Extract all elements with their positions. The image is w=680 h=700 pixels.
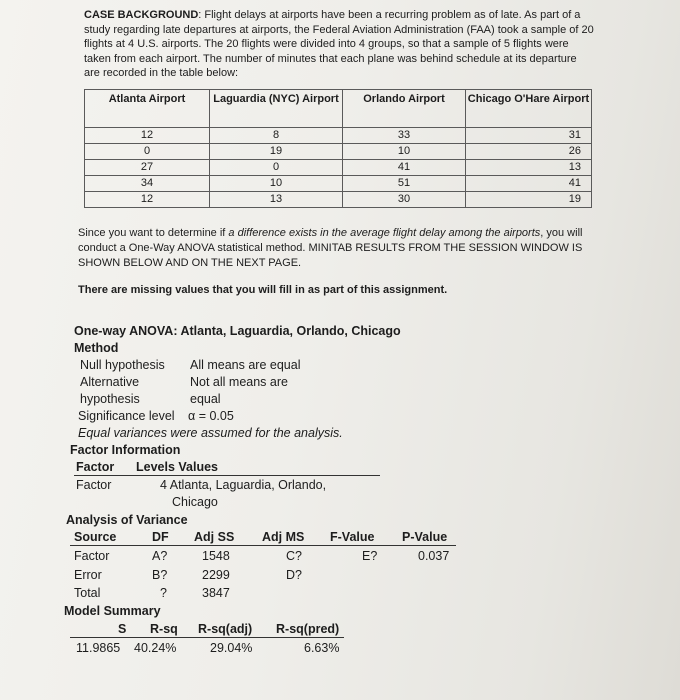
table-cell: 19 <box>466 192 592 208</box>
col-chicago: Chicago O'Hare Airport <box>466 90 592 128</box>
table-row <box>85 192 592 208</box>
table-cell: 0 <box>210 160 343 176</box>
col-atlanta: Atlanta Airport <box>85 90 210 128</box>
table-cell: 13 <box>466 160 592 176</box>
aov-error-df: B? <box>152 568 168 582</box>
significance-label: Significance level <box>78 409 175 423</box>
instructions-italic: a difference exists in the average flight delay among the airports <box>228 227 541 239</box>
table-cell: 27 <box>85 160 210 176</box>
case-background-lead: CASE BACKGROUND <box>84 9 199 21</box>
alternative-value: Not all means are <box>190 375 288 389</box>
model-header-s: S <box>118 622 127 636</box>
model-summary-heading: Model Summary <box>64 604 161 618</box>
instructions-paragraph <box>78 226 608 271</box>
table-cell: 0 <box>85 144 210 160</box>
missing-values-note: There are missing values that you will fill in as part of this assignment. <box>78 284 448 296</box>
alternative-label: Alternative <box>80 375 140 389</box>
col-orlando: Orlando Airport <box>343 90 466 128</box>
instructions-text-2: , you will conduct a One-Way ANOVA statistical method. MINITAB RESULTS FROM THE SESSION WINDOW IS SHOWN BELOW AND ON THE NEXT PAGE. <box>78 227 583 269</box>
table-cell: 10 <box>343 144 466 160</box>
table-cell: 26 <box>466 144 592 160</box>
model-header-rsq: R-sq <box>150 622 178 636</box>
table-row <box>85 160 592 176</box>
aov-factor-fvalue: E? <box>362 549 378 563</box>
table-cell: 12 <box>85 128 210 144</box>
hypothesis-label: hypothesis <box>80 392 140 406</box>
aov-total-df: ? <box>160 586 167 600</box>
method-heading: Method <box>74 341 119 355</box>
table-row <box>85 176 592 192</box>
table-row <box>85 144 592 160</box>
table-cell: 12 <box>85 192 210 208</box>
table-cell: 33 <box>343 128 466 144</box>
model-rule <box>70 637 344 638</box>
table-row <box>85 128 592 144</box>
table-cell: 13 <box>210 192 343 208</box>
null-hypothesis-label: Null hypothesis <box>80 358 165 372</box>
factor-row-label: Factor <box>76 478 112 492</box>
table-cell: 10 <box>210 176 343 192</box>
hypothesis-value: equal <box>190 392 221 406</box>
aov-total-source: Total <box>74 586 101 600</box>
model-value-rsqadj: 29.04% <box>210 641 253 655</box>
aov-rule <box>70 545 456 546</box>
case-background <box>84 8 594 81</box>
table-cell: 41 <box>343 160 466 176</box>
aov-error-adjss: 2299 <box>202 568 230 582</box>
aov-error-adjms: D? <box>286 568 302 582</box>
analysis-of-variance-heading: Analysis of Variance <box>66 513 188 527</box>
col-laguardia: Laguardia (NYC) Airport <box>210 90 343 128</box>
table-cell: 19 <box>210 144 343 160</box>
table-cell: 41 <box>466 176 592 192</box>
null-hypothesis-value: All means are equal <box>190 358 301 372</box>
anova-title: One-way ANOVA: Atlanta, Laguardia, Orlando, Chicago <box>74 324 401 338</box>
factor-rule <box>74 475 380 476</box>
aov-factor-pvalue: 0.037 <box>418 549 450 563</box>
aov-header-source: Source <box>74 530 117 544</box>
table-cell: 30 <box>343 192 466 208</box>
table-cell: 34 <box>85 176 210 192</box>
aov-factor-source: Factor <box>74 549 110 563</box>
table-cell: 31 <box>466 128 592 144</box>
aov-error-source: Error <box>74 568 102 582</box>
instructions-text-1: Since you want to determine if <box>78 227 229 239</box>
aov-header-adjms: Adj MS <box>262 530 305 544</box>
table-cell: 8 <box>210 128 343 144</box>
factor-information-heading: Factor Information <box>70 443 181 457</box>
table-cell: 51 <box>343 176 466 192</box>
case-background-text: : Flight delays at airports have been a recurring problem as of late. As part of a study regarding late departures at airports, the Federal Aviation Administration (FAA) took a sample of 20 flights at 4 U.S. airports. The 20 flights were divided into 4 groups, so that a sample of 5 flights were taken from each airport. The number of minutes that each plane was behind schedule at its departure are recorded in the table below: <box>84 9 594 79</box>
aov-header-adjss: Adj SS <box>194 530 235 544</box>
factor-row-values-cont: Chicago <box>172 495 218 509</box>
aov-header-fvalue: F-Value <box>330 530 375 544</box>
model-value-s: 11.9865 <box>76 641 121 655</box>
table-header-row <box>85 90 592 128</box>
model-value-rsq: 40.24% <box>134 641 177 655</box>
flight-delay-table <box>84 89 592 208</box>
factor-row-values: 4 Atlanta, Laguardia, Orlando, <box>160 478 327 492</box>
aov-factor-adjms: C? <box>286 549 302 563</box>
model-header-rsqpred: R-sq(pred) <box>276 622 340 636</box>
aov-factor-adjss: 1548 <box>202 549 230 563</box>
aov-total-adjss: 3847 <box>202 586 230 600</box>
levels-values-header: Levels Values <box>136 460 219 474</box>
aov-header-df: DF <box>152 530 169 544</box>
model-header-rsqadj: R-sq(adj) <box>198 622 253 636</box>
factor-header: Factor <box>76 460 115 474</box>
aov-factor-df: A? <box>152 549 168 563</box>
model-value-rsqpred: 6.63% <box>304 641 340 655</box>
aov-header-pvalue: P-Value <box>402 530 448 544</box>
alpha-value: α = 0.05 <box>188 409 234 423</box>
equal-variances-note: Equal variances were assumed for the analysis. <box>78 426 343 440</box>
